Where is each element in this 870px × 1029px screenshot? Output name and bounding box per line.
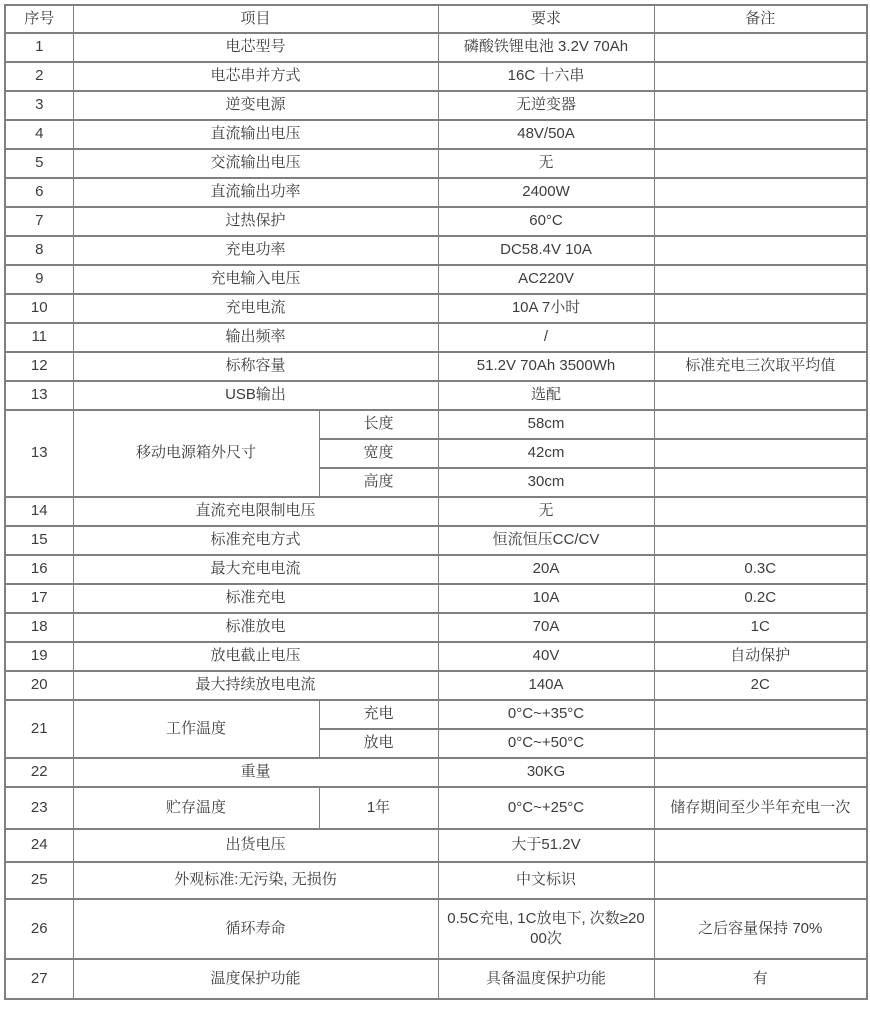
cell-item: 逆变电源 — [73, 91, 438, 120]
cell-no: 1 — [5, 33, 73, 62]
cell-sub-label: 充电 — [319, 700, 438, 729]
cell-no: 11 — [5, 323, 73, 352]
cell-item: 工作温度 — [73, 700, 319, 758]
cell-note — [654, 862, 867, 899]
cell-req: / — [438, 323, 654, 352]
cell-req: 大于51.2V — [438, 829, 654, 862]
cell-req: 40V — [438, 642, 654, 671]
cell-item: USB输出 — [73, 381, 438, 410]
cell-no: 6 — [5, 178, 73, 207]
cell-sub-label: 宽度 — [319, 439, 438, 468]
table-row — [5, 265, 867, 294]
cell-no: 18 — [5, 613, 73, 642]
table-row — [5, 381, 867, 410]
cell-note — [654, 178, 867, 207]
cell-sub-label: 长度 — [319, 410, 438, 439]
table-row — [5, 758, 867, 787]
table-row — [5, 410, 867, 439]
cell-note: 0.2C — [654, 584, 867, 613]
cell-note — [654, 526, 867, 555]
cell-note — [654, 497, 867, 526]
cell-req: 48V/50A — [438, 120, 654, 149]
header-cell-item: 项目 — [73, 5, 438, 33]
cell-no: 13 — [5, 410, 73, 497]
header-cell-req: 要求 — [438, 5, 654, 33]
cell-note: 自动保护 — [654, 642, 867, 671]
cell-no: 19 — [5, 642, 73, 671]
cell-item: 标准放电 — [73, 613, 438, 642]
cell-note: 储存期间至少半年充电一次 — [654, 787, 867, 829]
cell-no: 16 — [5, 555, 73, 584]
cell-item: 过热保护 — [73, 207, 438, 236]
table-row — [5, 497, 867, 526]
cell-no: 10 — [5, 294, 73, 323]
table-row — [5, 352, 867, 381]
cell-req: 20A — [438, 555, 654, 584]
table-row — [5, 787, 867, 829]
table-row — [5, 671, 867, 700]
cell-note: 标准充电三次取平均值 — [654, 352, 867, 381]
cell-no: 17 — [5, 584, 73, 613]
table-row — [5, 207, 867, 236]
cell-no: 3 — [5, 91, 73, 120]
header-row — [5, 5, 867, 33]
table-row — [5, 33, 867, 62]
cell-no: 2 — [5, 62, 73, 91]
spec-table-body — [5, 5, 867, 999]
table-row — [5, 959, 867, 999]
cell-req: 30KG — [438, 758, 654, 787]
table-row — [5, 236, 867, 265]
cell-item: 最大充电电流 — [73, 555, 438, 584]
cell-req: 0°C~+50°C — [438, 729, 654, 758]
cell-item: 直流输出功率 — [73, 178, 438, 207]
cell-note: 0.3C — [654, 555, 867, 584]
cell-req: 无 — [438, 149, 654, 178]
cell-no: 15 — [5, 526, 73, 555]
cell-item: 重量 — [73, 758, 438, 787]
header-cell-note: 备注 — [654, 5, 867, 33]
cell-req: 恒流恒压CC/CV — [438, 526, 654, 555]
table-row — [5, 642, 867, 671]
cell-req: 140A — [438, 671, 654, 700]
cell-no: 20 — [5, 671, 73, 700]
cell-item: 直流输出电压 — [73, 120, 438, 149]
cell-req: 磷酸铁锂电池 3.2V 70Ah — [438, 33, 654, 62]
cell-req: 无 — [438, 497, 654, 526]
cell-note — [654, 149, 867, 178]
table-row — [5, 613, 867, 642]
cell-item: 电芯串并方式 — [73, 62, 438, 91]
cell-no: 25 — [5, 862, 73, 899]
cell-note — [654, 91, 867, 120]
cell-item: 最大持续放电电流 — [73, 671, 438, 700]
cell-note — [654, 294, 867, 323]
cell-no: 9 — [5, 265, 73, 294]
cell-req: 0.5C充电, 1C放电下, 次数≥2000次 — [438, 899, 654, 959]
cell-item: 贮存温度 — [73, 787, 319, 829]
table-row — [5, 584, 867, 613]
cell-note — [654, 381, 867, 410]
cell-item: 充电功率 — [73, 236, 438, 265]
table-row — [5, 899, 867, 959]
cell-note: 1C — [654, 613, 867, 642]
cell-note — [654, 468, 867, 497]
table-row — [5, 862, 867, 899]
cell-no: 22 — [5, 758, 73, 787]
table-row — [5, 555, 867, 584]
cell-no: 8 — [5, 236, 73, 265]
cell-note: 2C — [654, 671, 867, 700]
cell-no: 26 — [5, 899, 73, 959]
cell-item: 标准充电 — [73, 584, 438, 613]
cell-req: 0°C~+25°C — [438, 787, 654, 829]
table-row — [5, 149, 867, 178]
cell-item: 外观标准:无污染, 无损伤 — [73, 862, 438, 899]
cell-note — [654, 62, 867, 91]
cell-item: 标准充电方式 — [73, 526, 438, 555]
cell-sub-label: 1年 — [319, 787, 438, 829]
cell-note — [654, 700, 867, 729]
cell-note: 有 — [654, 959, 867, 999]
cell-item: 直流充电限制电压 — [73, 497, 438, 526]
cell-no: 13 — [5, 381, 73, 410]
table-row — [5, 62, 867, 91]
cell-item: 充电电流 — [73, 294, 438, 323]
cell-note — [654, 236, 867, 265]
cell-note — [654, 410, 867, 439]
table-row — [5, 120, 867, 149]
cell-no: 27 — [5, 959, 73, 999]
cell-sub-label: 高度 — [319, 468, 438, 497]
cell-req: AC220V — [438, 265, 654, 294]
cell-note — [654, 729, 867, 758]
cell-no: 12 — [5, 352, 73, 381]
table-row — [5, 91, 867, 120]
cell-note — [654, 323, 867, 352]
cell-req: 具备温度保护功能 — [438, 959, 654, 999]
cell-req: 51.2V 70Ah 3500Wh — [438, 352, 654, 381]
cell-item: 电芯型号 — [73, 33, 438, 62]
table-row — [5, 294, 867, 323]
table-row — [5, 526, 867, 555]
cell-no: 7 — [5, 207, 73, 236]
cell-req: 10A 7小时 — [438, 294, 654, 323]
cell-req: 60°C — [438, 207, 654, 236]
cell-req: 30cm — [438, 468, 654, 497]
cell-no: 4 — [5, 120, 73, 149]
cell-req: 选配 — [438, 381, 654, 410]
cell-no: 5 — [5, 149, 73, 178]
table-row — [5, 700, 867, 729]
cell-req: 无逆变器 — [438, 91, 654, 120]
cell-item: 移动电源箱外尺寸 — [73, 410, 319, 497]
cell-item: 充电输入电压 — [73, 265, 438, 294]
cell-note — [654, 758, 867, 787]
cell-item: 放电截止电压 — [73, 642, 438, 671]
cell-note — [654, 829, 867, 862]
cell-note — [654, 33, 867, 62]
cell-req: 中文标识 — [438, 862, 654, 899]
cell-note — [654, 265, 867, 294]
cell-sub-label: 放电 — [319, 729, 438, 758]
cell-req: 10A — [438, 584, 654, 613]
cell-no: 23 — [5, 787, 73, 829]
cell-req: DC58.4V 10A — [438, 236, 654, 265]
cell-req: 42cm — [438, 439, 654, 468]
cell-item: 循环寿命 — [73, 899, 438, 959]
cell-item: 出货电压 — [73, 829, 438, 862]
cell-item: 交流输出电压 — [73, 149, 438, 178]
cell-note: 之后容量保持 70% — [654, 899, 867, 959]
cell-item: 温度保护功能 — [73, 959, 438, 999]
cell-no: 24 — [5, 829, 73, 862]
cell-no: 14 — [5, 497, 73, 526]
cell-req: 0°C~+35°C — [438, 700, 654, 729]
cell-req: 58cm — [438, 410, 654, 439]
table-row — [5, 829, 867, 862]
cell-item: 标称容量 — [73, 352, 438, 381]
header-cell-no: 序号 — [5, 5, 73, 33]
cell-item: 输出频率 — [73, 323, 438, 352]
cell-req: 16C 十六串 — [438, 62, 654, 91]
cell-note — [654, 439, 867, 468]
cell-req: 2400W — [438, 178, 654, 207]
cell-req: 70A — [438, 613, 654, 642]
table-row — [5, 178, 867, 207]
cell-no: 21 — [5, 700, 73, 758]
cell-note — [654, 207, 867, 236]
spec-table — [4, 4, 868, 1000]
cell-note — [654, 120, 867, 149]
table-row — [5, 323, 867, 352]
